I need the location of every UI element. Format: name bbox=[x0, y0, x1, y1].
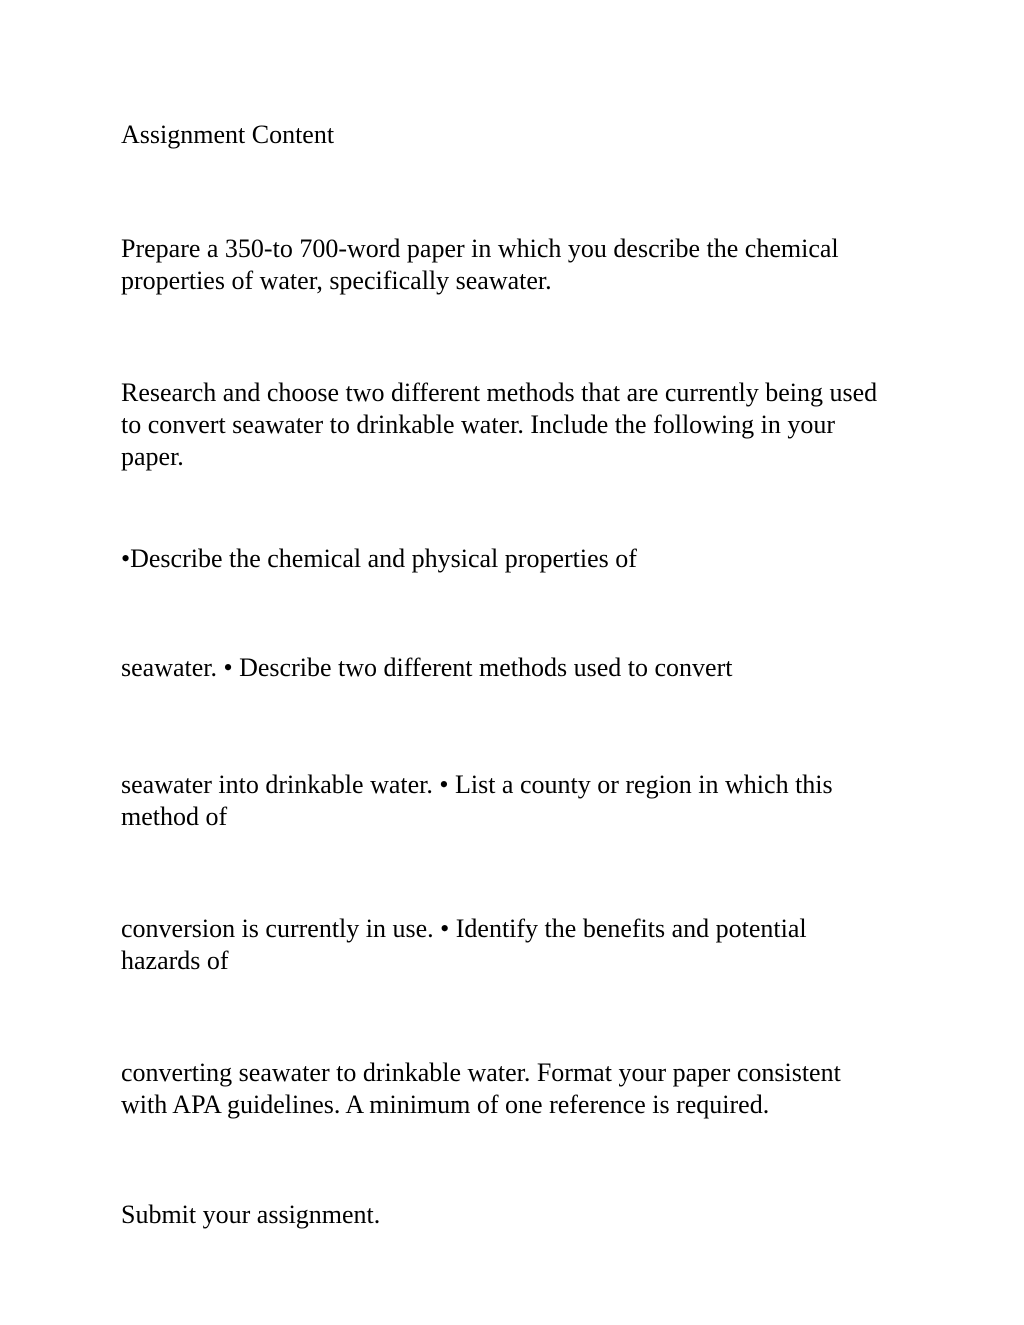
paragraph-line: •Describe the chemical and physical properties of bbox=[121, 544, 637, 573]
paragraph-line: hazards of bbox=[121, 946, 229, 975]
paragraph-format-apa bbox=[121, 1057, 911, 1121]
assignment-heading bbox=[121, 119, 911, 151]
paragraph-line: seawater into drinkable water. • List a county or region in which this bbox=[121, 770, 833, 799]
paragraph-line: converting seawater to drinkable water. Format your paper consistent bbox=[121, 1058, 841, 1087]
paragraph-line: properties of water, specifically seawater. bbox=[121, 266, 552, 295]
paragraph-describe-properties bbox=[121, 543, 911, 575]
paragraph-describe-methods bbox=[121, 652, 911, 684]
paragraph-list-region bbox=[121, 769, 911, 833]
paragraph-line: Submit your assignment. bbox=[121, 1200, 381, 1229]
paragraph-benefits-hazards bbox=[121, 913, 911, 977]
paragraph-research-methods bbox=[121, 377, 911, 473]
paragraph-line: with APA guidelines. A minimum of one reference is required. bbox=[121, 1090, 770, 1119]
heading-text: Assignment Content bbox=[121, 120, 335, 149]
paragraph-line: paper. bbox=[121, 442, 184, 471]
paragraph-line: method of bbox=[121, 802, 228, 831]
paragraph-submit bbox=[121, 1199, 911, 1231]
paragraph-prepare-paper bbox=[121, 233, 911, 297]
paragraph-line: Research and choose two different methods that are currently being used bbox=[121, 378, 878, 407]
paragraph-line: seawater. • Describe two different methods used to convert bbox=[121, 653, 733, 682]
paragraph-line: Prepare a 350-to 700-word paper in which you describe the chemical bbox=[121, 234, 839, 263]
paragraph-line: conversion is currently in use. • Identify the benefits and potential bbox=[121, 914, 807, 943]
paragraph-line: to convert seawater to drinkable water. Include the following in your bbox=[121, 410, 836, 439]
